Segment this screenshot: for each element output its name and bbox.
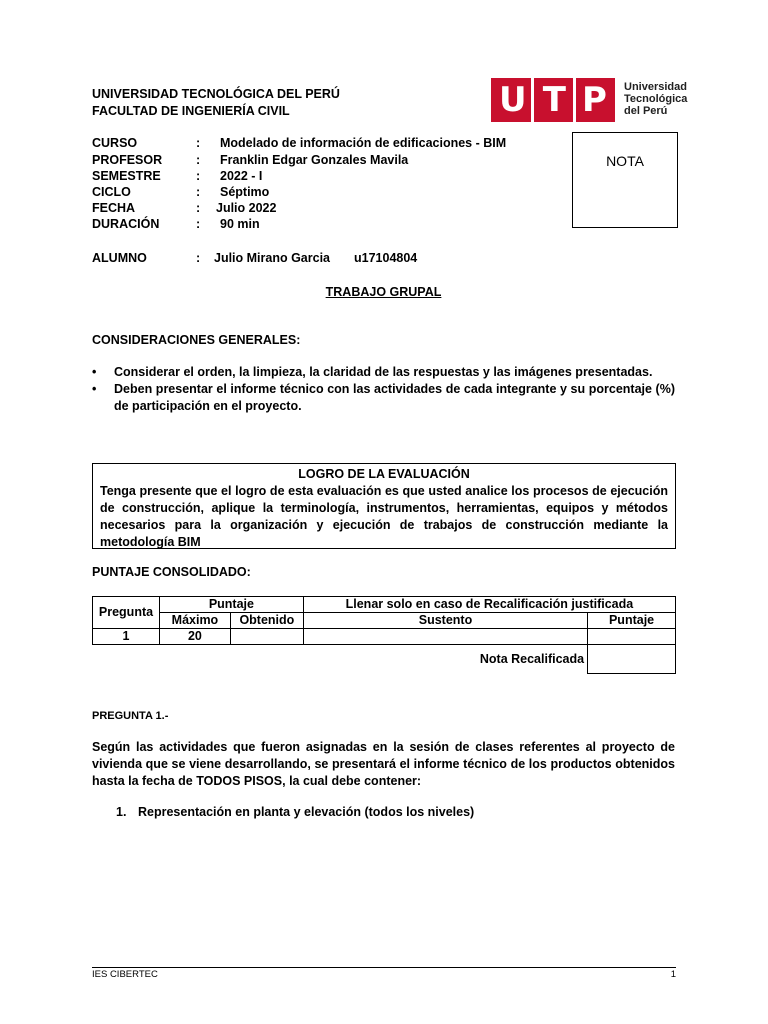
info-colon: : — [196, 251, 201, 265]
nota-box — [572, 132, 678, 228]
cell-sustento[interactable] — [303, 629, 587, 645]
question-text: Según las actividades que fueron asignadas en la sesión de clases referentes al proyecto de vivienda que se viene desarrollando, se presentará el informe técnico de los productos obtenidos hasta la fecha de — [92, 740, 675, 788]
nota-recalificada-label: Nota Recalificada — [479, 651, 585, 666]
university-name: UNIVERSIDAD TECNOLÓGICA DEL PERÚ — [92, 87, 340, 101]
info-colon: : — [196, 169, 201, 183]
logro-title: LOGRO DE LA EVALUACIÓN — [298, 467, 470, 481]
utp-logo-letters — [491, 78, 615, 122]
col-recalificacion: Llenar solo en caso de Recalificación justificada — [303, 597, 675, 613]
logo-separator — [573, 78, 576, 122]
score-table — [92, 596, 676, 674]
info-colon: : — [196, 185, 201, 199]
info-value: Franklin Edgar Gonzales Mavila — [220, 153, 409, 167]
student-name: Julio Mirano Garcia — [214, 251, 331, 265]
list-item-number: 1. — [116, 805, 127, 819]
nota-label: NOTA — [606, 153, 644, 169]
info-value: Modelado de información de edificaciones - BIM — [220, 136, 507, 150]
footer-divider — [92, 967, 676, 968]
logro-text: Tenga presente que el logro de esta evaluación es que usted analice los procesos de ejecución de construcción, aplique la terminología, instrumentos, herramientas, equipos y métodos necesarios para la organización y ejecución de trabajos de construcción mediante la metodología BIM — [100, 484, 668, 549]
question-title: PREGUNTA 1.- — [92, 710, 169, 722]
info-label: SEMESTRE — [92, 169, 161, 183]
col-puntaje: Puntaje — [159, 597, 303, 613]
info-label: CICLO — [92, 185, 131, 199]
info-value: 2022 - I — [220, 169, 263, 183]
page-number: 1 — [670, 969, 676, 980]
header-block — [92, 86, 340, 120]
logo-text-line: del Perú — [624, 105, 668, 117]
considerations-title: CONSIDERACIONES GENERALES: — [92, 333, 301, 347]
info-value: 90 min — [220, 217, 260, 231]
info-label: PROFESOR — [92, 153, 163, 167]
logro-box — [92, 463, 676, 549]
info-colon: : — [196, 217, 201, 231]
faculty-name: FACULTAD DE INGENIERÍA CIVIL — [92, 104, 290, 118]
info-label: ALUMNO — [92, 251, 147, 265]
question-body — [92, 739, 675, 790]
question-text: , la cual debe contener: — [282, 774, 422, 788]
col-puntaje-recal: Puntaje — [588, 613, 676, 629]
list-item-text: Representación en planta y elevación (todos los niveles) — [138, 805, 475, 819]
info-colon: : — [196, 153, 201, 167]
col-sustento: Sustento — [303, 613, 587, 629]
info-value: Julio 2022 — [216, 201, 277, 215]
table-row — [93, 613, 676, 629]
info-value: Séptimo — [220, 185, 270, 199]
info-label: CURSO — [92, 136, 138, 150]
col-obtenido: Obtenido — [230, 613, 303, 629]
logo-letter-u: U — [499, 80, 527, 120]
table-row — [93, 597, 676, 613]
logo-text-line: Tecnológica — [624, 93, 688, 105]
logo-letter-p: P — [582, 80, 607, 120]
table-row — [93, 645, 676, 674]
list-item: • Deben presentar el informe técnico con las actividades de cada integrante y su porcentaje (%) de participación en el proyecto. — [92, 381, 675, 415]
cell-pregunta: 1 — [93, 629, 160, 645]
table-row — [93, 629, 676, 645]
logo-wordmark — [624, 81, 687, 117]
nota-recalificada-value[interactable] — [588, 645, 676, 674]
cell-puntaje-recal[interactable] — [588, 629, 676, 645]
logo-separator — [531, 78, 534, 122]
col-pregunta: Pregunta — [93, 597, 160, 629]
info-label: FECHA — [92, 201, 136, 215]
student-code: u17104804 — [354, 251, 418, 265]
footer-institution: IES CIBERTEC — [92, 969, 158, 980]
considerations-list — [92, 364, 675, 415]
list-item: • Considerar el orden, la limpieza, la claridad de las respuestas y las imágenes presentadas. — [92, 364, 675, 381]
cell-obtenido[interactable] — [230, 629, 303, 645]
info-label: DURACIÓN — [92, 217, 160, 231]
question-emphasis: TODOS PISOS — [196, 774, 283, 788]
info-colon: : — [196, 201, 201, 215]
info-colon: : — [196, 136, 201, 150]
logo-letter-t: T — [542, 80, 566, 120]
score-title: PUNTAJE CONSOLIDADO: — [92, 565, 251, 579]
logo-text-line: Universidad — [624, 81, 687, 93]
work-title: TRABAJO GRUPAL — [325, 285, 442, 299]
col-maximo: Máximo — [159, 613, 230, 629]
cell-maximo: 20 — [159, 629, 230, 645]
